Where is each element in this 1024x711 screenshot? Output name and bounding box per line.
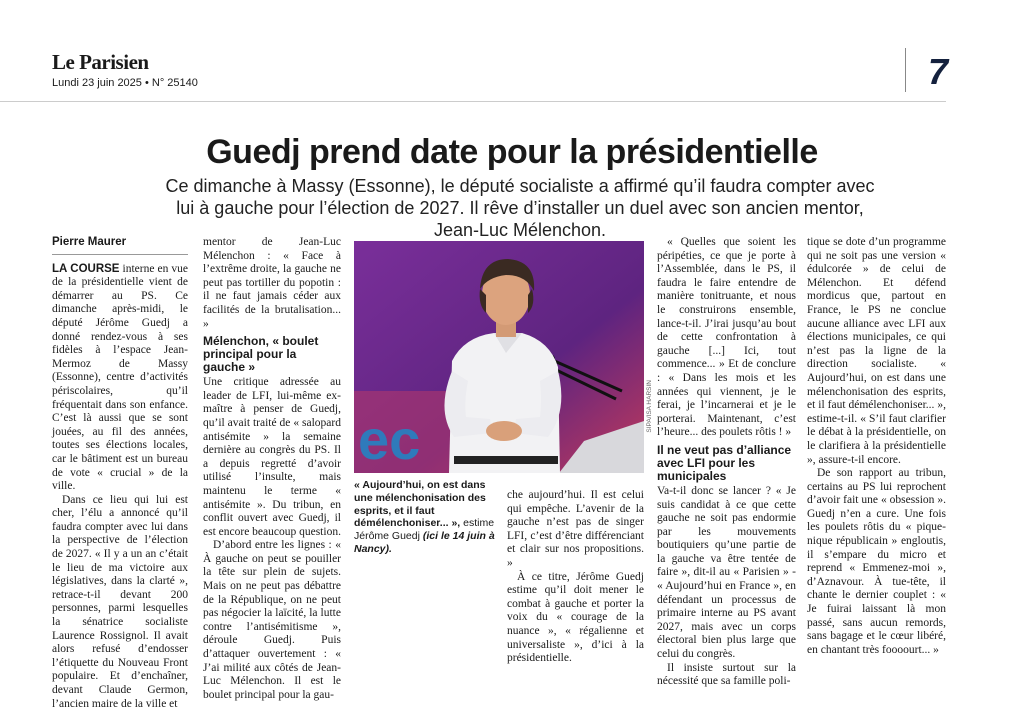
backdrop-letters: ec: [358, 408, 421, 471]
byline: Pierre Maurer: [52, 236, 188, 255]
caption-note: (ici le 14 juin à Nancy).: [354, 530, 495, 555]
paragraph: tique se dote d’un programme qui ne soit pas une version « édulcorée » de celui de Mélenchon. Et défend mordicus que, partout en France, le PS ne conclue aucune alliance avec LFI aux élections municipales, ce qui n’est pas la ligne de la direction socialiste. « Aujourd’hui, on est dans une mélenchonisation des esprits, et il faut démélenchoniser... », estime-t-il. « S’il faut clarifier le débat à la présidentielle, on le clarifiera à la présidentielle », assure-t-il encore.: [807, 236, 946, 466]
caption-quote: « Aujourd’hui, on est dans une mélenchonisation des esprits, et il faut démélenchoniser... »,: [354, 479, 486, 530]
header-divider: [905, 48, 906, 92]
paragraph: D’abord entre les lignes : « À gauche on peut se pouiller la tête sur plein de sujets. Mais on ne peut pas débattre de la République, on ne peut pas négocier la laïcité, la lutte contre l’antisémitisme », déroule Guedj. Puis d’attaquer ouvertement : « J’ai milité aux côtés de Jean-Luc Mélenchon. Il est le boulet principal pour la gau-: [203, 539, 341, 701]
article-photo: [354, 241, 644, 473]
paragraph: Va-t-il donc se lancer ? « Je suis candidat à ce que cette gauche ne soit pas endormie par les mouvements boutiquiers qu’une partie de la gauche va être tentée de faire », dit-il au « Parisien » - « Aujourd’hui en France », en défendant un processus de primaire interne au PS avant 2027, mais avec un corps électoral bien plus large que celui du congrès.: [657, 484, 796, 661]
header-rule: [0, 101, 946, 102]
issue-date: Lundi 23 juin 2025 • N° 25140: [52, 77, 198, 89]
paragraph: LA COURSE interne en vue de la présidentielle vient de démarrer au PS. Ce dimanche après-midi, le député Jérôme Guedj a donné rendez-vous à ses fidèles à l’espace Jean-Mermoz de Massy (Essonne), centre d’activités périscolaires, qu’il fréquentait dans son enfance. C’est là aussi que se sont jouées, au fil des années, toutes ses élections locales, car le bâtiment est un bureau de vote « crucial » de la ville.: [52, 262, 188, 493]
page-number: 7: [928, 51, 949, 92]
article-headline: Guedj prend date pour la présidentielle: [206, 133, 818, 171]
column-2: [203, 236, 341, 702]
paragraph: Il insiste surtout sur la nécessité que sa famille poli-: [657, 661, 796, 688]
photo-caption: [354, 479, 504, 556]
photo-illustration: [354, 241, 644, 473]
paragraph: Une critique adressée au leader de LFI, lui-même ex-maître à penser de Guedj, qu’il avait traité de « salopard antisémite » la semaine dernière au congrès du PS. Il a depuis regretté d’avoir utilisé l’insulte, mais maintenu le terme « antisémite ». Du tribun, en conflit ouvert avec Guedj, il est encore beaucoup question.: [203, 376, 341, 538]
paragraph: mentor de Jean-Luc Mélenchon : « Face à l’extrême droite, la gauche ne peut pas tortiller du popotin : il ne faut jamais céder aux facilités de la brutalisation... »: [203, 236, 341, 330]
column-1: [52, 236, 188, 711]
column-3: [507, 489, 644, 666]
paragraph: Dans ce lieu qui lui est cher, l’élu a annoncé qu’il faudra compter avec lui dans la perspective de l’élection de 2027. « Il y a un an c’était le lieu de ma victoire aux législatives, dans la clarté », retrace-t-il devant 200 personnes, parmi lesquelles la sénatrice socialiste Laurence Rossignol. Il avait alors refusé d’endosser l’étiquette du Nouveau Front populaire. Et d’enchaîner, devant Claude Germon, l’ancien maire de la ville et: [52, 493, 188, 710]
caption-attribution: estime Jérôme Guedj: [354, 517, 495, 543]
paragraph: À ce titre, Jérôme Guedj estime qu’il doit mener le combat à gauche et porter la voix du « courage de la nuance », « régalienne et universaliste », d’ici à la présidentielle.: [507, 570, 644, 665]
paragraph: De son rapport au tribun, certains au PS lui reprochent d’avoir fait une « obsession ». Guedj n’en a cure. Une fois les poulets rôtis du « pique-nique républicain » engloutis, il s’empare du micro et reprend « Emmenez-moi », d’Aznavour. À tue-tête, il chante le dernier couplet : « Je fuirai laissant là mon passé, sans aucun remords, sans bagage et le cœur libéré, en chantant très foooourt... »: [807, 467, 946, 656]
intertitle: Mélenchon, « boulet principal pour la gauche »: [203, 334, 319, 375]
column-4: [657, 236, 796, 689]
photo-credit: SIPA/ISA HARSIN: [646, 380, 653, 433]
paragraph: che aujourd’hui. Il est celui qui empêche. L’avenir de la gauche n’est pas de singer LFI, c’est d’être différenciant et clair sur nos propositions. »: [507, 489, 644, 569]
newspaper-logo: Le Parisien: [52, 50, 149, 74]
column-5: [807, 236, 946, 657]
article-standfirst: Ce dimanche à Massy (Essonne), le député socialiste a affirmé qu’il faudra compter avec lui à gauche pour l’élection de 2027. Il rêve d’installer un duel avec son ancien mentor, Jean-Luc Mélenchon.: [165, 176, 875, 240]
paragraph: « Quelles que soient les péripéties, ce que je porte à l’Assemblée, dans le PS, il faudra le faire entendre de manière tonitruante, et nous le construirons ensemble, lance-t-il. J’irai jusqu’au bout de cette confrontation à gauche [...] Ici, tout commence... » Et de conclure : « Dans les mois et les années qui viennent, je le ferai, je l’incarnerai et je le porterai. Maintenant, c’est l’heure... des poulets rôtis ! »: [657, 236, 796, 439]
lead-in: LA COURSE: [52, 262, 120, 275]
intertitle: Il ne veut pas d’alliance avec LFI pour les municipales: [657, 442, 792, 483]
masthead: [52, 52, 198, 89]
